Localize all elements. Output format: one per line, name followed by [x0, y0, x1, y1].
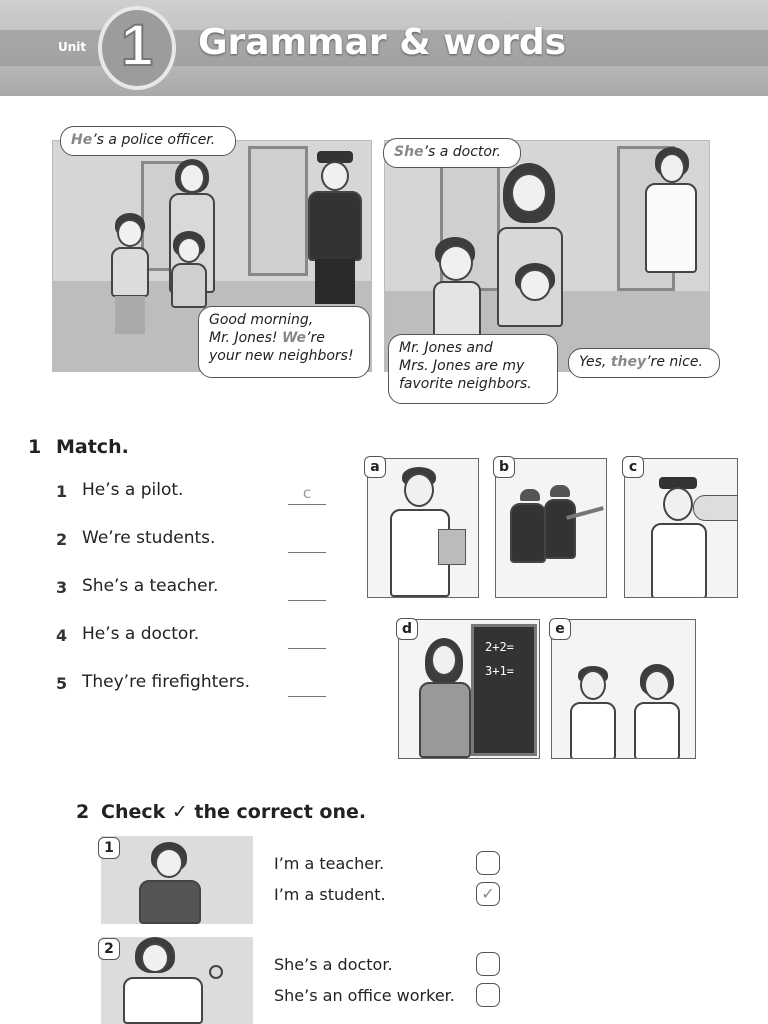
person-head [519, 269, 551, 301]
person-legs [315, 259, 355, 304]
answer-blank[interactable] [288, 676, 326, 697]
police-vest [308, 191, 362, 261]
person-head [431, 644, 457, 676]
unit-number: 1 [120, 13, 154, 78]
checkbox[interactable]: ✓ [476, 882, 500, 906]
picture-e-students [551, 619, 696, 759]
person-head [179, 163, 205, 193]
person-head [321, 161, 349, 191]
option-text: I’m a student. [274, 885, 386, 904]
answer-blank[interactable] [288, 532, 326, 553]
answer-blank[interactable] [288, 628, 326, 649]
speech-bubble: He’s a police officer. [60, 126, 236, 156]
person-head [141, 943, 169, 973]
item-number: 4 [56, 626, 68, 645]
person-head [663, 487, 693, 521]
page-title: Grammar & words [198, 22, 567, 63]
exercise-1-title: Match. [56, 436, 129, 458]
item-text: They’re firefighters. [82, 672, 250, 692]
option-text: She’s an office worker. [274, 986, 455, 1005]
picture-label-d: d [396, 618, 418, 640]
item-number: 1 [56, 482, 68, 501]
person-body [510, 503, 546, 563]
checkbox[interactable] [476, 851, 500, 875]
question-1-picture [101, 836, 253, 924]
option-text: She’s a doctor. [274, 955, 393, 974]
board-line-1: 2+2= [485, 640, 514, 654]
checkbox[interactable] [476, 952, 500, 976]
picture-label-b: b [493, 456, 515, 478]
person-head [644, 670, 670, 700]
person-body [651, 523, 707, 598]
door [248, 146, 308, 276]
person-body [171, 263, 207, 308]
person-body [634, 702, 680, 759]
person-head [580, 670, 606, 700]
person-head [659, 153, 685, 183]
board-line-2: 3+1= [485, 664, 514, 678]
speech-bubble: Yes, they’re nice. [568, 348, 720, 378]
item-number: 5 [56, 674, 68, 693]
picture-a-doctor [367, 458, 479, 598]
person-head [117, 219, 143, 247]
person-head [439, 245, 473, 281]
airplane-icon [693, 495, 738, 521]
person-head [177, 237, 201, 263]
picture-c-pilot [624, 458, 738, 598]
helmet-icon [520, 489, 540, 501]
item-text: He’s a doctor. [82, 624, 200, 644]
speech-bubble: Good morning, Mr. Jones! We’re your new neighbors! [198, 306, 370, 378]
unit-label: Unit [58, 40, 87, 54]
person-head [155, 848, 183, 878]
picture-label-e: e [549, 618, 571, 640]
person-legs [115, 296, 145, 334]
item-text: He’s a pilot. [82, 480, 184, 500]
clipboard-icon [438, 529, 466, 565]
exercise-1-number: 1 [28, 436, 42, 458]
person-head [404, 473, 434, 507]
item-text: We’re students. [82, 528, 216, 548]
speech-bubble: She’s a doctor. [383, 138, 521, 168]
answer-blank[interactable] [288, 580, 326, 601]
checkbox[interactable] [476, 983, 500, 1007]
question-1-number: 1 [98, 837, 120, 859]
item-number: 2 [56, 530, 68, 549]
picture-b-firefighters [495, 458, 607, 598]
exercise-2-title: Check ✓ the correct one. [101, 801, 367, 823]
person-body [111, 247, 149, 297]
person-body [544, 499, 576, 559]
person-head [511, 173, 547, 213]
doctor-coat [645, 183, 697, 273]
person-body [139, 880, 201, 924]
picture-label-c: c [622, 456, 644, 478]
picture-d-teacher [398, 619, 540, 759]
picture-label-a: a [364, 456, 386, 478]
question-2-picture [101, 937, 253, 1024]
stethoscope-icon [209, 965, 223, 979]
item-text: She’s a teacher. [82, 576, 219, 596]
exercise-2-number: 2 [76, 801, 90, 823]
question-2-number: 2 [98, 938, 120, 960]
item-number: 3 [56, 578, 68, 597]
person-body [570, 702, 616, 759]
doctor-coat [123, 977, 203, 1024]
person-body [419, 682, 471, 758]
helmet-icon [550, 485, 570, 497]
speech-bubble: Mr. Jones and Mrs. Jones are my favorite neighbors. [388, 334, 558, 404]
option-text: I’m a teacher. [274, 854, 385, 873]
answer-blank[interactable]: c [288, 484, 326, 505]
check-icon: ✓ [171, 801, 188, 823]
